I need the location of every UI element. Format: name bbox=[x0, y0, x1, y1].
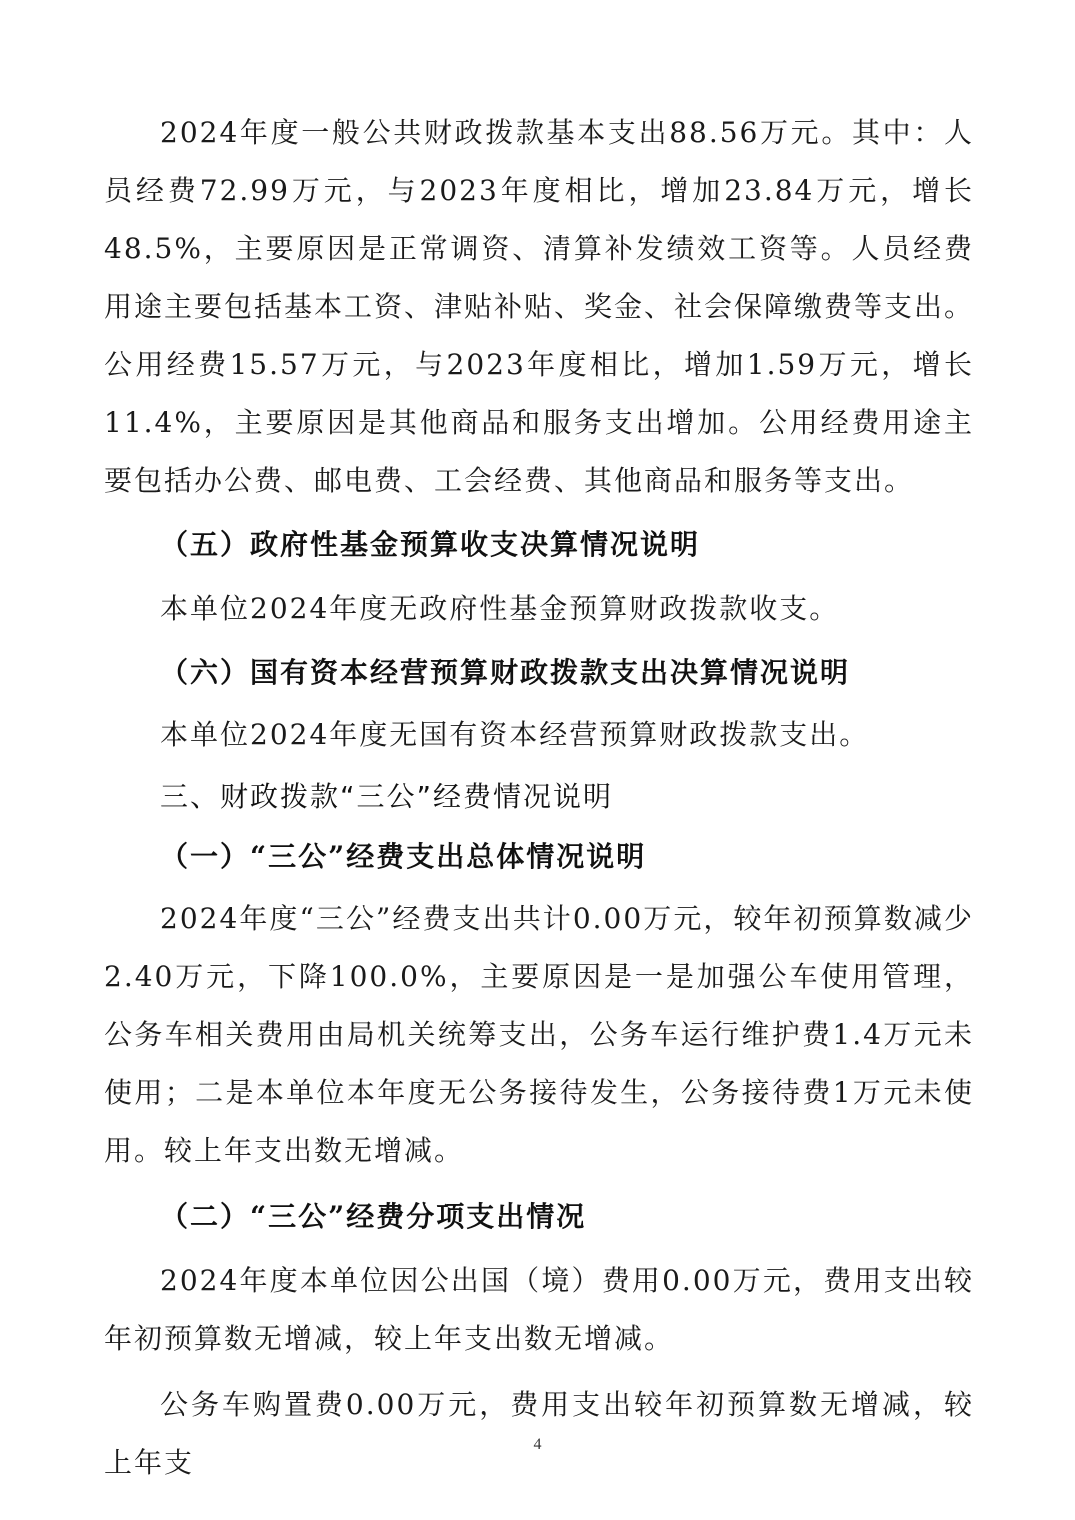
heading-itemized-three-public: （二）“三公”经费分项支出情况 bbox=[160, 1200, 587, 1233]
heading-overall-three-public: （一）“三公”经费支出总体情况说明 bbox=[160, 840, 647, 873]
heading-state-capital: （六）国有资本经营预算财政拨款支出决算情况说明 bbox=[160, 656, 851, 689]
paragraph-overseas-travel: 2024年度本单位因公出国（境）费用0.00万元，费用支出较年初预算数无增减，较上年支出数无增减。 bbox=[104, 1264, 974, 1355]
section-three-public-expenses: 三、财政拨款“三公”经费情况说明 bbox=[160, 780, 614, 813]
page-number: 4 bbox=[533, 1436, 542, 1453]
paragraph-overall-three-public: 2024年度“三公”经费支出共计0.00万元，较年初预算数减少2.40万元，下降100.0%，主要原因是一是加强公车使用管理，公务车相关费用由局机关统筹支出，公务车运行维护费1.4万元未使用；二是本单位本年度无公务接待发生，公务接待费1万元未使用。较上年支出数无增减。 bbox=[104, 902, 974, 1167]
paragraph-vehicle-purchase: 公务车购置费0.00万元，费用支出较年初预算数无增减，较上年支 bbox=[104, 1388, 974, 1479]
paragraph-state-capital: 本单位2024年度无国有资本经营预算财政拨款支出。 bbox=[160, 718, 870, 751]
paragraph-government-fund: 本单位2024年度无政府性基金预算财政拨款收支。 bbox=[160, 592, 840, 625]
paragraph-basic-expenditure: 2024年度一般公共财政拨款基本支出88.56万元。其中：人员经费72.99万元，与2023年度相比，增加23.84万元，增长48.5%，主要原因是正常调资、清算补发绩效工资等。人员经费用途主要包括基本工资、津贴补贴、奖金、社会保障缴费等支出。公用经费15.57万元，与2023年度相比，增加1.59万元，增长11.4%，主要原因是其他商品和服务支出增加。公用经费用途主要包括办公费、邮电费、工会经费、其他商品和服务等支出。 bbox=[104, 116, 975, 497]
heading-government-fund: （五）政府性基金预算收支决算情况说明 bbox=[160, 528, 701, 561]
document-body bbox=[104, 104, 974, 1492]
